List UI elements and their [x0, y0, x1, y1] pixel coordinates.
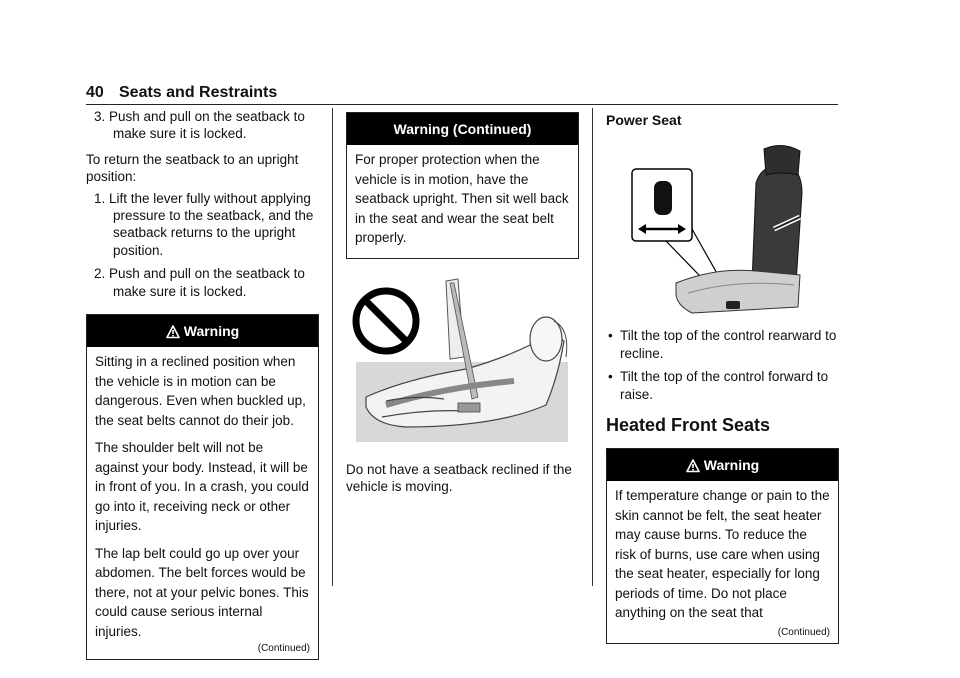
list-item: • Tilt the top of the control rearward to recline. [606, 327, 839, 362]
prohibition-icon [356, 291, 416, 351]
column-left [86, 108, 319, 660]
warning-box [606, 448, 839, 644]
column-middle [346, 108, 579, 495]
warning-title: Warning [183, 323, 240, 340]
continued-label: (Continued) [257, 643, 310, 655]
step-3: 3. Push and pull on the seatback to make sure it is locked. [94, 109, 305, 142]
warning-icon [686, 452, 700, 484]
return-intro: To return the seatback to an upright position: [86, 151, 299, 185]
illustration-caption: Do not have a seatback reclined if the vehicle is moving. [346, 461, 572, 494]
warning-body [87, 347, 318, 659]
warning-paragraph: Sitting in a reclined position when the vehicle is in motion can be dangerous. Even when buckled up, the seat belts cannot do their job. [95, 354, 306, 428]
power-seat-illustration [606, 143, 834, 319]
warning-title: Warning [703, 457, 760, 474]
power-seat-heading: Power Seat [606, 112, 682, 128]
column-divider [592, 108, 593, 586]
warning-paragraph: If temperature change or pain to the skin cannot be felt, the seat heater may cause burns. To reduce the risk of burns, use care when using the seat heater, especially for long periods of time. Do not place anything on the seat that [615, 488, 830, 621]
warning-header [87, 315, 318, 347]
warning-paragraph: The lap belt could go up over your abdomen. The belt forces would be there, not at your pelvic bones. This could cause serious internal injuries. [95, 545, 309, 639]
page-header [86, 82, 838, 105]
warning-box [86, 314, 319, 660]
reclined-seat-illustration [346, 277, 574, 447]
step-2: 2. Push and pull on the seatback to make sure it is locked. [94, 266, 305, 299]
warning-header [607, 449, 838, 481]
warning-paragraph: The shoulder belt will not be against your body. Instead, it will be in front of you. In a crash, you could go into it, receiving neck or other injuries. [95, 440, 309, 534]
heated-seats-heading: Heated Front Seats [606, 415, 771, 436]
column-right [606, 108, 839, 644]
warning-continued-box [346, 112, 579, 259]
list-item: • Tilt the top of the control forward to raise. [606, 368, 839, 403]
continued-label: (Continued) [777, 626, 830, 638]
page-number: 40 [86, 84, 104, 101]
step-1: 1. Lift the lever fully without applying pressure to the seatback, and the seatback returns to the upright position. [94, 190, 314, 258]
warning-icon [166, 318, 180, 350]
warning-body: For proper protection when the vehicle is in motion, have the seatback upright. Then sit well back in the seat and wear the seat belt properly. [355, 152, 569, 245]
section-title: Seats and Restraints [119, 84, 278, 101]
column-divider [332, 108, 333, 586]
warning-header: Warning (Continued) [347, 113, 578, 145]
warning-body [607, 481, 838, 643]
